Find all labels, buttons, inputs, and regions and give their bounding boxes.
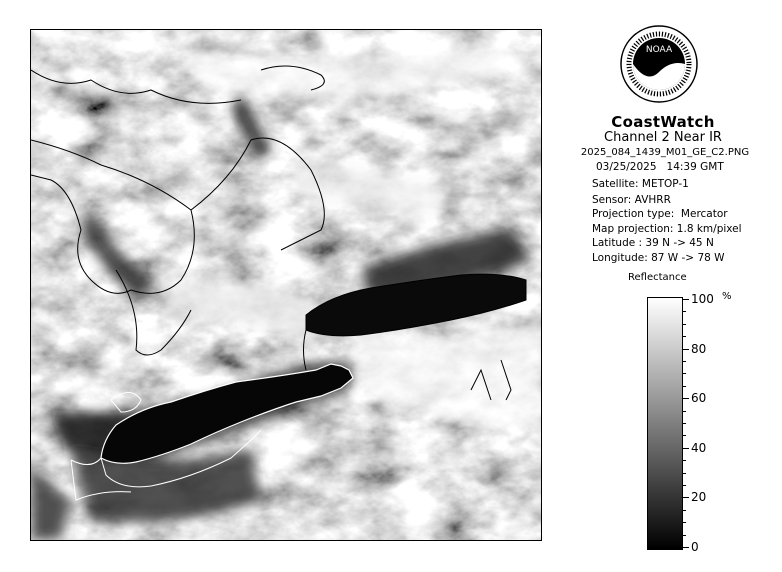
projection-type: Projection type: Mercator (592, 208, 728, 220)
legend-tick-label: 80 (691, 341, 707, 356)
legend-minor-tick (683, 423, 686, 424)
legend-minor-tick (683, 460, 686, 461)
legend-minor-tick (683, 411, 686, 412)
sensor-info: Sensor: AVHRR (592, 194, 671, 206)
satellite-map[interactable] (30, 29, 542, 541)
legend-unit: % (722, 291, 732, 302)
legend-tick-label: 60 (691, 391, 707, 406)
latitude-range: Latitude : 39 N -> 45 N (592, 237, 714, 249)
legend-minor-tick (683, 473, 686, 474)
legend-minor-tick (683, 485, 686, 486)
legend-minor-tick (683, 311, 686, 312)
date-time: 03/25/2025 14:39 GMT (596, 161, 724, 173)
legend-tick-label: 0 (691, 540, 699, 554)
map-projection: Map projection: 1.8 km/pixel (592, 223, 742, 235)
legend-minor-tick (683, 435, 686, 436)
legend-minor-tick (683, 336, 686, 337)
legend-minor-tick (683, 535, 686, 536)
legend-minor-tick (683, 522, 686, 523)
legend-label: Reflectance (628, 272, 687, 283)
legend-tick-label: 100 (691, 292, 714, 306)
legend-tick (683, 547, 689, 548)
legend-tick (683, 299, 689, 300)
app-title: CoastWatch (611, 113, 715, 131)
legend-minor-tick (683, 361, 686, 362)
legend-tick (683, 448, 689, 449)
satellite-info: Satellite: METOP-1 (592, 178, 689, 190)
legend-tick-label: 20 (691, 490, 707, 505)
legend-tick (683, 349, 689, 350)
logo-text: NOAA (645, 45, 673, 55)
longitude-range: Longitude: 87 W -> 78 W (592, 252, 725, 264)
legend-tick (683, 398, 689, 399)
legend-minor-tick (683, 386, 686, 387)
file-name: 2025_084_1439_M01_GE_C2.PNG (580, 147, 750, 158)
legend-minor-tick (683, 324, 686, 325)
legend-tick-label: 40 (691, 440, 707, 455)
satellite-image (31, 30, 541, 540)
noaa-logo (619, 22, 699, 110)
channel-label: Channel 2 Near IR (604, 130, 722, 145)
legend-tick (683, 497, 689, 498)
legend-minor-tick (683, 373, 686, 374)
legend-minor-tick (683, 510, 686, 511)
reflectance-scale-bar (647, 297, 683, 550)
